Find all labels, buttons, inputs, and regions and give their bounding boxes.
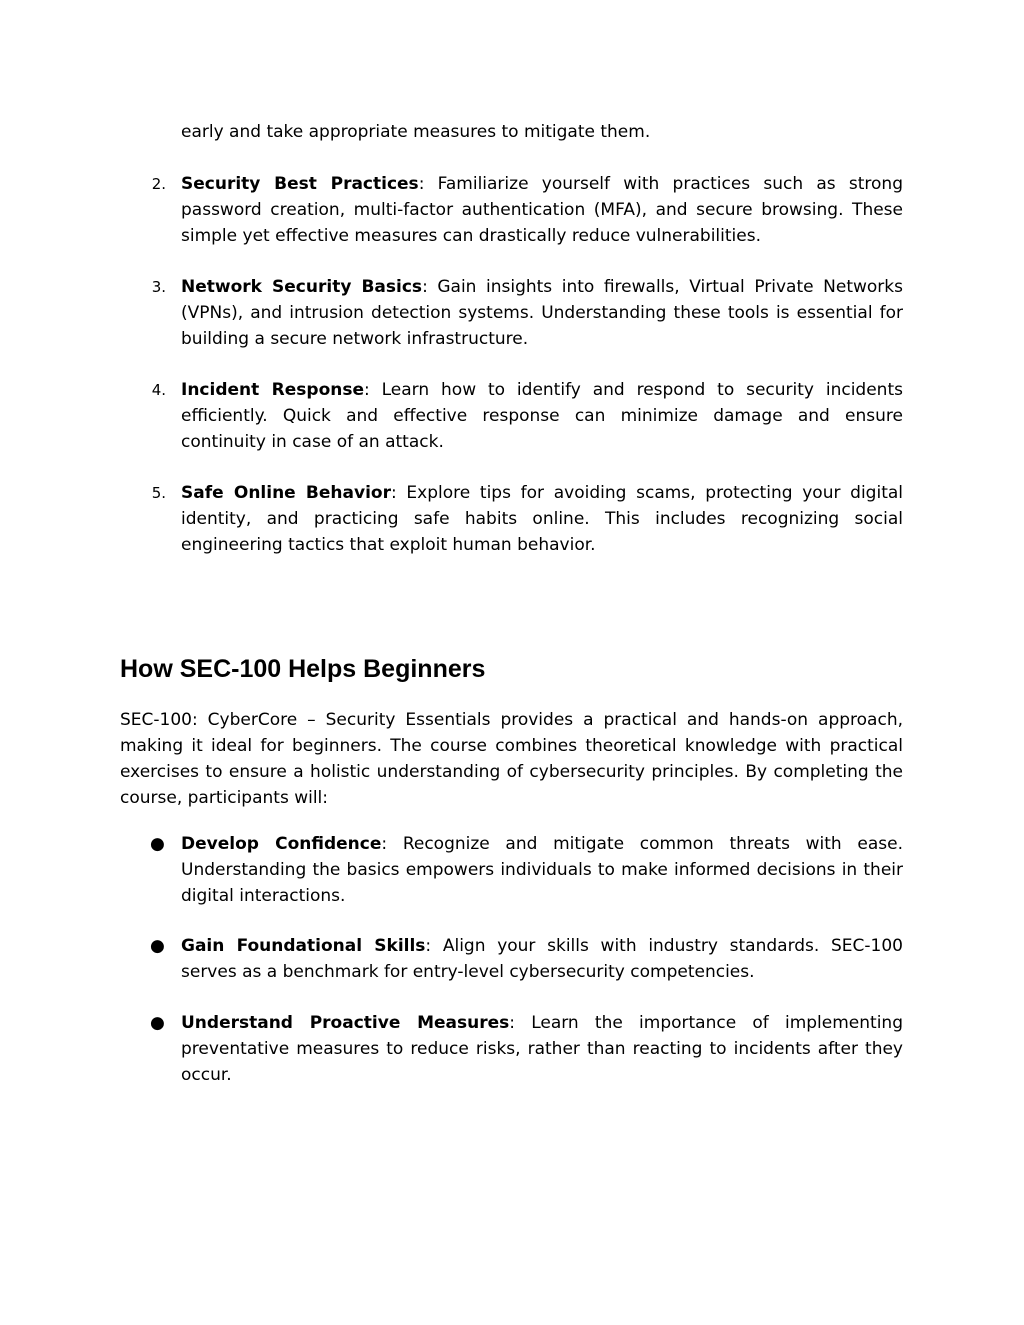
numbered-item-security-best-practices <box>120 171 903 249</box>
list-item-title: Security Best Practices <box>181 174 419 194</box>
numbered-item-incident-response <box>120 377 903 455</box>
bullet-item-understand-proactive-measures <box>120 1010 903 1088</box>
list-item-text <box>181 171 903 249</box>
list-item-body: : Align your skills with industry standards. SEC-100 serves as a benchmark for entry-level cybersecurity competencies. <box>181 936 903 982</box>
list-item-text <box>181 933 903 985</box>
list-number: 3. <box>151 278 166 296</box>
list-item-body: : Learn how to identify and respond to security incidents efficiently. Quick and effective response can minimize damage and ensure continuity in case of an attack. <box>181 380 903 452</box>
bullet-icon: ● <box>150 1013 165 1033</box>
bullet-item-gain-foundational-skills <box>120 933 903 985</box>
list-number: 5. <box>151 484 166 502</box>
list-item-title: Gain Foundational Skills <box>181 936 426 956</box>
numbered-item-network-security-basics <box>120 274 903 352</box>
bullet-icon: ● <box>150 834 165 854</box>
list-item-title: Develop Confidence <box>181 834 382 854</box>
list-item-body: : Recognize and mitigate common threats with ease. Understanding the basics empowers individuals to make informed decisions in their digital interactions. <box>181 834 903 906</box>
section-heading: How SEC-100 Helps Beginners <box>120 655 486 683</box>
list-item-body: : Learn the importance of implementing preventative measures to reduce risks, rather than reacting to incidents after they occur. <box>181 1013 903 1085</box>
section-intro-paragraph: SEC-100: CyberCore – Security Essentials provides a practical and hands-on approach, making it ideal for beginners. The course combines theoretical knowledge with practical exercises to ensure a holistic understanding of cybersecurity principles. By completing the course, participants will: <box>120 710 903 808</box>
bullet-item-develop-confidence <box>120 831 903 909</box>
list-item-title: Understand Proactive Measures <box>181 1013 510 1033</box>
list-item-body: : Gain insights into firewalls, Virtual Private Networks (VPNs), and intrusion detection systems. Understanding these tools is essential for building a secure network infrastructure. <box>181 277 903 349</box>
list-item-text <box>181 274 903 352</box>
list-item-title: Network Security Basics <box>181 277 423 297</box>
list-number: 2. <box>151 175 166 193</box>
list-item-text <box>181 831 903 909</box>
list-item-title: Incident Response <box>181 380 364 400</box>
list-item-title: Safe Online Behavior <box>181 483 391 503</box>
numbered-item-safe-online-behavior <box>120 480 903 558</box>
list-item-text <box>181 377 903 455</box>
list-continuation-text: early and take appropriate measures to mitigate them. <box>181 122 651 142</box>
list-item-body: : Explore tips for avoiding scams, protecting your digital identity, and practicing safe habits online. This includes recognizing social engineering tactics that exploit human behavior. <box>181 483 903 555</box>
bullet-icon: ● <box>150 936 165 956</box>
list-item-text <box>181 1010 903 1088</box>
list-number: 4. <box>151 381 166 399</box>
list-item-body: : Familiarize yourself with practices such as strong password creation, multi-factor authentication (MFA), and secure browsing. These simple yet effective measures can drastically reduce vulnerabilities. <box>181 174 903 246</box>
list-item-text <box>181 480 903 558</box>
